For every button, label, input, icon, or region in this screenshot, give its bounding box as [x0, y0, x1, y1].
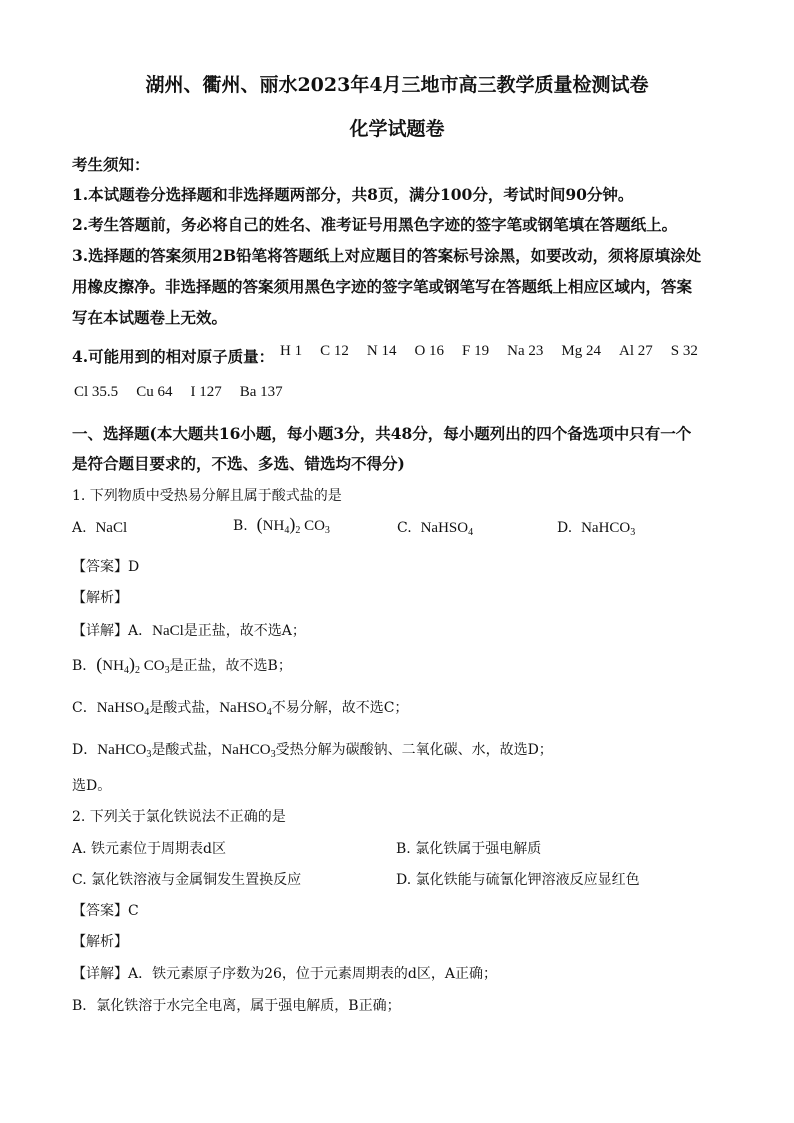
notice-item-1: 1.本试题卷分选择题和非选择题两部分，共8页，满分100分，考试时间90分钟。: [72, 185, 634, 204]
q1-conclusion: 选D。: [72, 778, 112, 794]
mass-cl: Cl 35.5: [74, 384, 119, 400]
mass-n: N 14: [366, 343, 397, 359]
q2-analysis-label: 【解析】: [72, 934, 128, 950]
q2-option-b: B. 氯化铁属于强电解质: [396, 841, 542, 857]
mass-cu: Cu 64: [136, 384, 173, 400]
mass-mg: Mg 24: [561, 343, 601, 359]
notice-item-2: 2.考生答题前，务必将自己的姓名、准考证号用黑色字迹的签字笔或钢笔填在答题纸上。: [72, 215, 678, 234]
mass-s: S 32: [670, 343, 698, 359]
q1-detail-b: B．$(NH_4)_2$ $CO_3$是正盐，故不选B；: [72, 654, 292, 676]
q2-option-d: D. 氯化铁能与硫氰化钾溶液反应显红色: [396, 872, 640, 888]
notice-item-3-line-3: 写在本试题卷上无效。: [72, 308, 228, 327]
page-subtitle: 化学试题卷: [349, 118, 445, 140]
notice-item-3-line-2: 用橡皮擦净。非选择题的答案须用黑色字迹的签字笔或钢笔写在答题纸上相应区域内，答案: [72, 277, 693, 296]
section-heading-line-2: 是符合题目要求的，不选、多选、错选均不得分): [72, 454, 405, 473]
atomic-masses-line-1: [280, 340, 716, 360]
q1-detail-d: D．NaHCO$_3$是酸式盐，NaHCO$_3$受热分解为碳酸钠、二氧化碳、水，故选D；: [72, 742, 553, 760]
mass-o: O 16: [414, 343, 445, 359]
q1-option-c-label: C.: [397, 520, 412, 536]
notice-item-4-label: 4.可能用到的相对原子质量：: [72, 347, 275, 366]
q1-option-a-label: A.: [72, 520, 87, 536]
q1-option-c: C. NaHSO$_4$: [397, 520, 474, 538]
q1-option-a-formula: NaCl: [95, 520, 128, 536]
q1-answer: 【答案】D: [72, 559, 140, 575]
mass-ba: Ba 137: [239, 384, 283, 400]
q1-option-b: B. $(NH_4)_2$ $CO_3$: [233, 514, 330, 536]
notice-item-3-line-1: 3.选择题的答案须用2B铅笔将答题纸上对应题目的答案标号涂黑，如要改动，须将原填涂处: [72, 246, 702, 265]
q1-detail-c: C．NaHSO$_4$是酸式盐，NaHSO$_4$不易分解，故不选C；: [72, 700, 409, 718]
q2-detail-a: 【详解】A．铁元素原子序数为26，位于元素周期表的d区，A正确；: [72, 966, 497, 982]
q1-option-d: D. NaHCO$_3$: [557, 520, 636, 538]
q1-option-d-label: D.: [557, 520, 573, 536]
q1-option-b-label: B.: [233, 518, 248, 534]
notice-heading: 考生须知：: [72, 155, 150, 174]
q2-option-a: A. 铁元素位于周期表d区: [72, 841, 226, 857]
mass-f: F 19: [462, 343, 490, 359]
q1-option-a: [72, 520, 127, 537]
q1-stem: 1. 下列物质中受热易分解且属于酸式盐的是: [72, 488, 342, 504]
atomic-masses-line-2: [74, 381, 301, 401]
page-title: 湖州、衢州、丽水2023年4月三地市高三教学质量检测试卷: [145, 74, 649, 96]
mass-al: Al 27: [618, 343, 653, 359]
q2-answer: 【答案】C: [72, 903, 139, 919]
mass-c: C 12: [320, 343, 349, 359]
q2-stem: 2. 下列关于氯化铁说法不正确的是: [72, 809, 286, 825]
q2-detail-b: B．氯化铁溶于水完全电离，属于强电解质，B正确；: [72, 998, 401, 1014]
mass-h: H 1: [280, 343, 303, 359]
mass-i: I 127: [190, 384, 222, 400]
q1-analysis-label: 【解析】: [72, 590, 128, 606]
section-heading-line-1: 一、选择题(本大题共16小题，每小题3分，共48分，每小题列出的四个备选项中只有一个: [72, 424, 692, 443]
mass-na: Na 23: [507, 343, 544, 359]
q1-detail-a: 【详解】A．NaCl是正盐，故不选A；: [72, 623, 306, 639]
q2-option-c: C. 氯化铁溶液与金属铜发生置换反应: [72, 872, 302, 888]
